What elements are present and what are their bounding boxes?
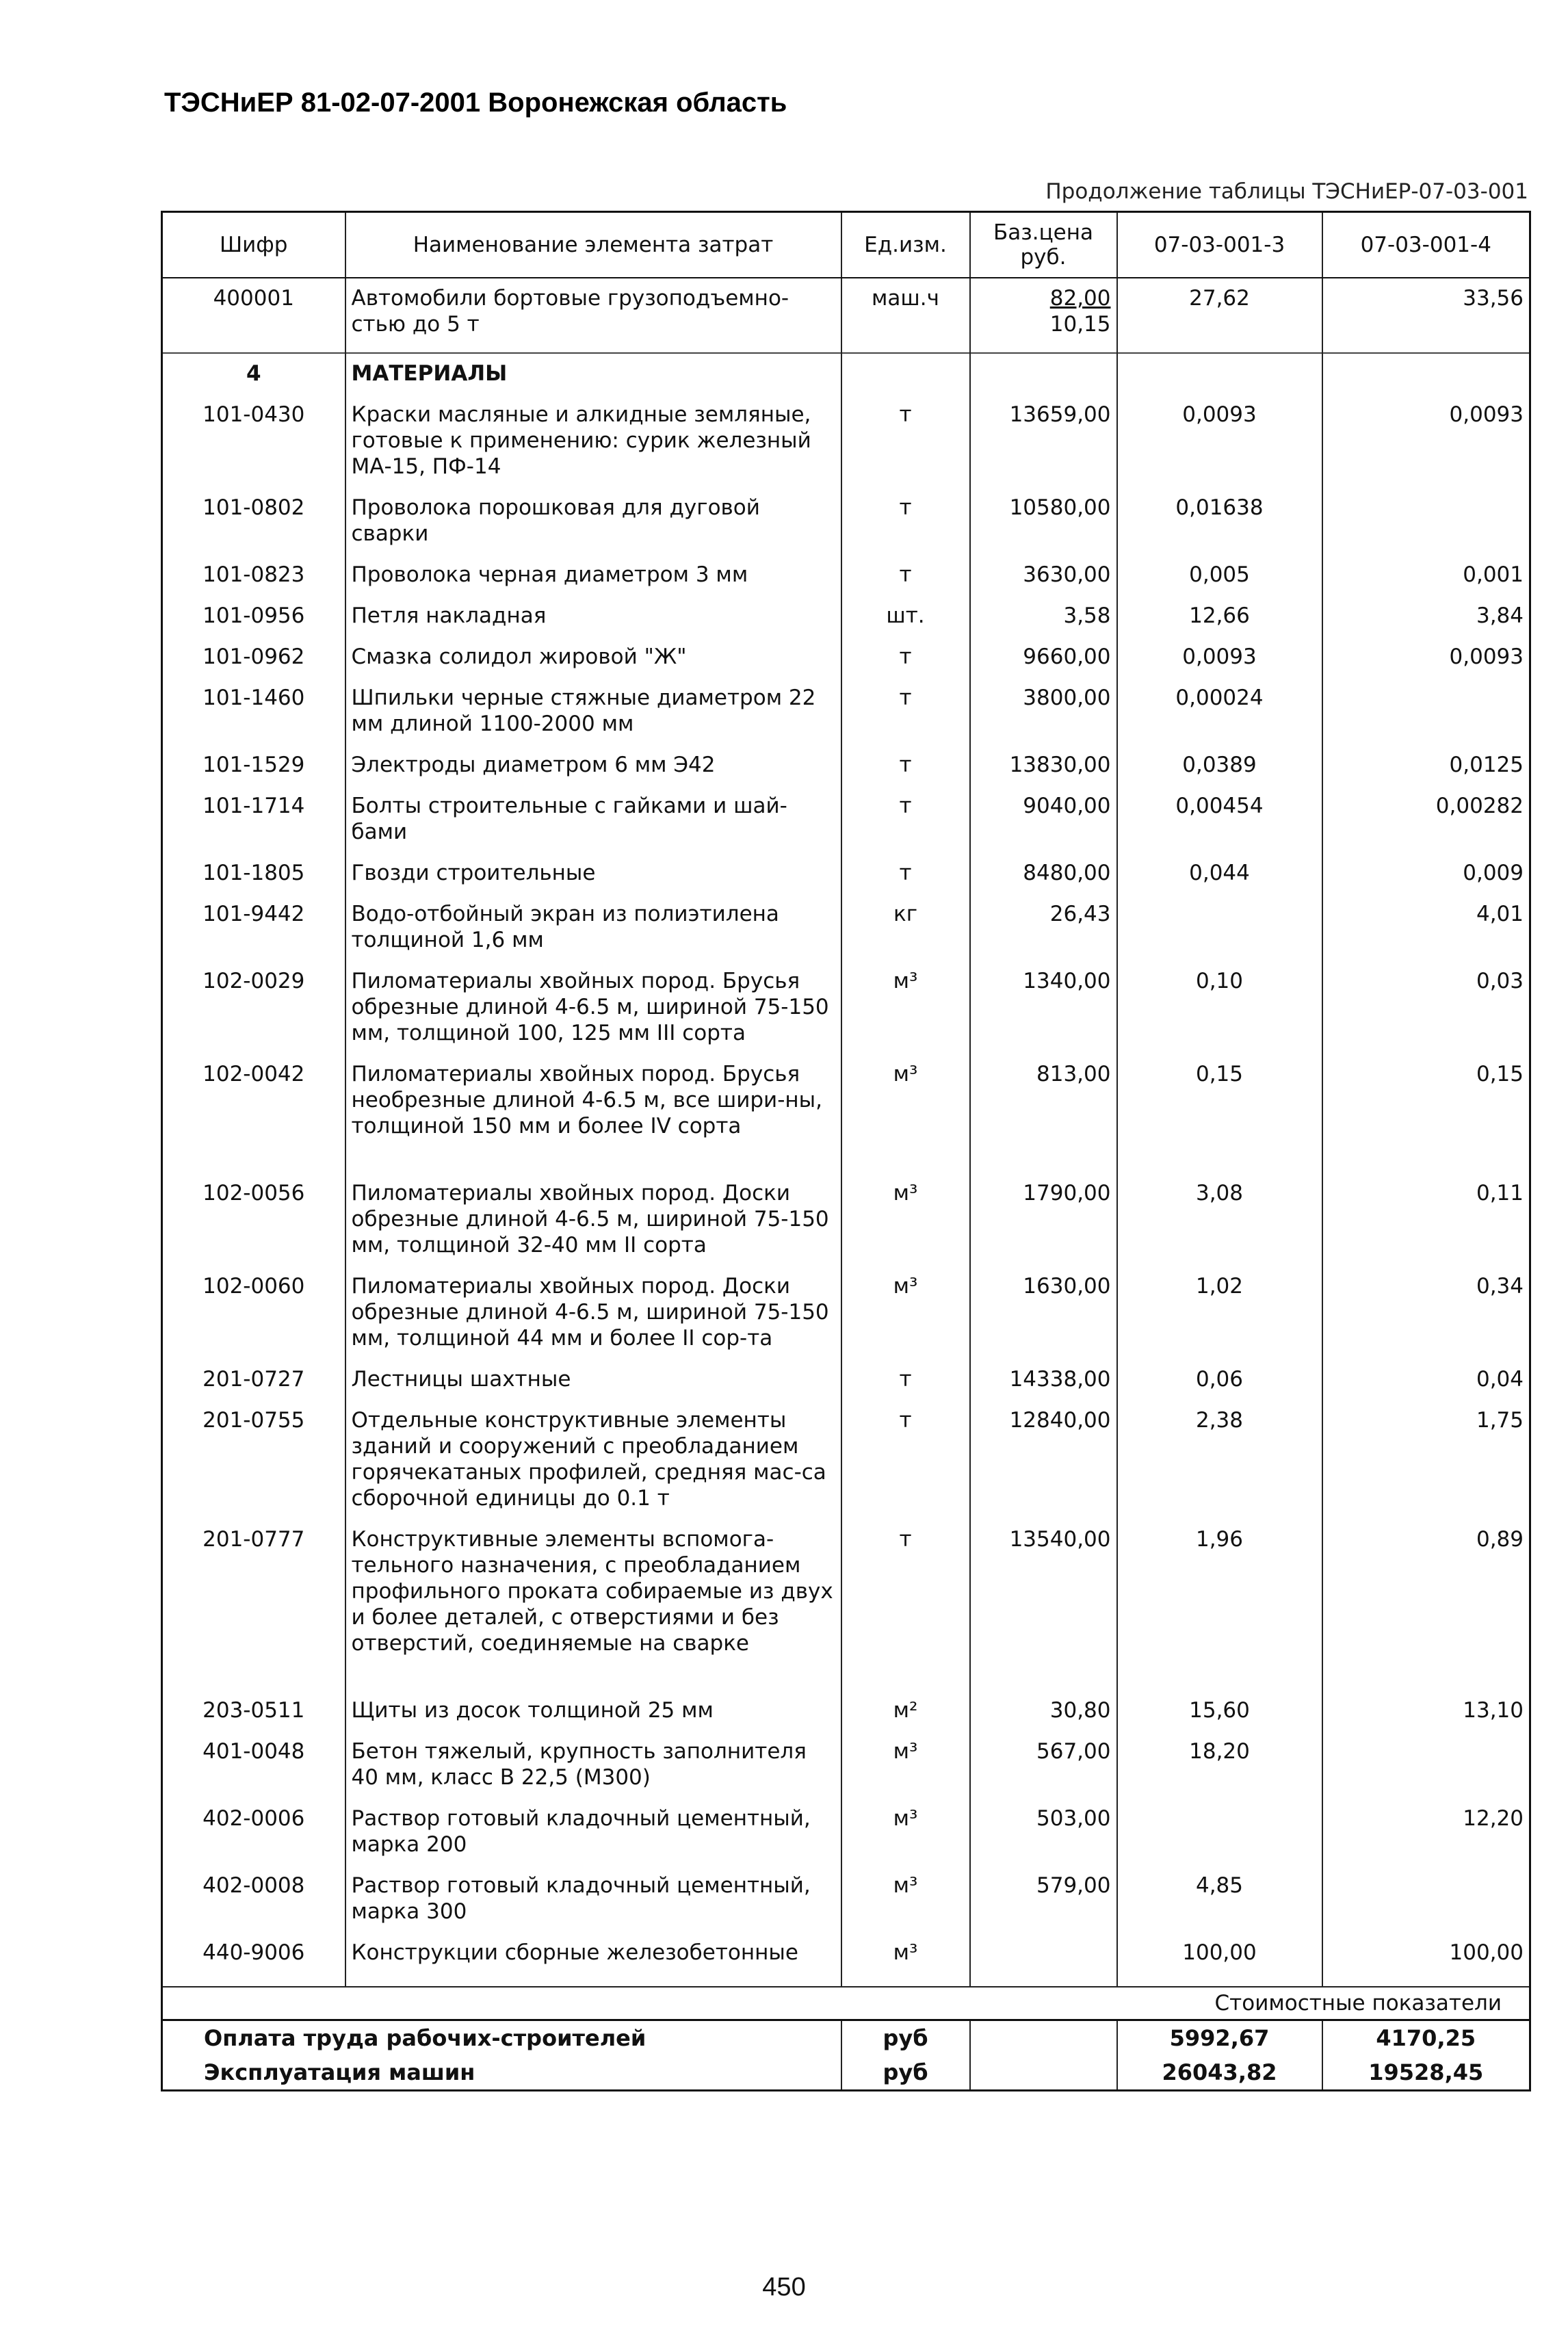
row-code: 101-0802 — [162, 488, 345, 555]
row-col4: 0,0093 — [1322, 395, 1530, 488]
row-code: 102-0042 — [162, 1054, 345, 1173]
row-col3 — [1117, 894, 1322, 961]
table-row — [162, 786, 1530, 853]
machine-name: Автомобили бортовые грузоподъемно-стью до 5 т — [345, 278, 841, 353]
row-name: Шпильки черные стяжные диаметром 22 мм длиной 1100-2000 мм — [345, 678, 841, 745]
row-price: 26,43 — [970, 894, 1117, 961]
row-unit: кг — [841, 894, 970, 961]
row-name: Водо-отбойный экран из полиэтилена толщиной 1,6 мм — [345, 894, 841, 961]
row-col4: 0,00282 — [1322, 786, 1530, 853]
row-code: 101-1805 — [162, 853, 345, 894]
row-name: Пиломатериалы хвойных пород. Доски обрезные длиной 4-6.5 м, шириной 75-150 мм, толщиной 44 мм и более II сор-та — [345, 1266, 841, 1359]
row-col3: 2,38 — [1117, 1400, 1322, 1520]
row-col4: 0,009 — [1322, 853, 1530, 894]
table-row — [162, 1359, 1530, 1400]
row-col3: 0,0093 — [1117, 395, 1322, 488]
table-row — [162, 961, 1530, 1054]
summary-col3: 26043,82 — [1117, 2055, 1322, 2091]
summary-col3: 5992,67 — [1117, 2020, 1322, 2056]
row-unit: м³ — [841, 1866, 970, 1933]
table-row — [162, 488, 1530, 555]
section-name: МАТЕРИАЛЫ — [345, 353, 841, 395]
row-code: 101-0823 — [162, 555, 345, 596]
row-col3: 0,0389 — [1117, 745, 1322, 786]
summary-unit: руб — [841, 2020, 970, 2056]
row-code: 201-0777 — [162, 1520, 345, 1691]
row-col4 — [1322, 1732, 1530, 1799]
row-col4: 0,34 — [1322, 1266, 1530, 1359]
row-unit: м³ — [841, 1266, 970, 1359]
cost-caption: Стоимостные показатели — [162, 1987, 1530, 2020]
machine-unit: маш.ч — [841, 278, 970, 353]
table-row — [162, 395, 1530, 488]
table-row — [162, 1520, 1530, 1691]
row-col4: 1,75 — [1322, 1400, 1530, 1520]
row-price: 3800,00 — [970, 678, 1117, 745]
row-price: 13540,00 — [970, 1520, 1117, 1691]
row-price: 567,00 — [970, 1732, 1117, 1799]
row-name: Болты строительные с гайками и шай-бами — [345, 786, 841, 853]
row-price: 579,00 — [970, 1866, 1117, 1933]
cost-caption-row — [162, 1987, 1530, 2020]
row-unit: т — [841, 786, 970, 853]
row-unit: м² — [841, 1691, 970, 1732]
summary-col4: 19528,45 — [1322, 2055, 1530, 2091]
summary-row — [162, 2020, 1530, 2056]
row-name: Пиломатериалы хвойных пород. Брусья необрезные длиной 4-6.5 м, все шири-ны, толщиной 150 мм и более IV сорта — [345, 1054, 841, 1173]
row-col4: 0,11 — [1322, 1173, 1530, 1266]
row-col4: 100,00 — [1322, 1933, 1530, 1974]
table-row — [162, 596, 1530, 637]
row-price: 503,00 — [970, 1799, 1117, 1866]
row-code: 101-0962 — [162, 637, 345, 678]
summary-col4: 4170,25 — [1322, 2020, 1530, 2056]
row-col4: 3,84 — [1322, 596, 1530, 637]
machine-row — [162, 278, 1530, 353]
row-col3: 0,005 — [1117, 555, 1322, 596]
table-row — [162, 894, 1530, 961]
row-col4: 13,10 — [1322, 1691, 1530, 1732]
row-price: 1630,00 — [970, 1266, 1117, 1359]
row-col3: 0,00024 — [1117, 678, 1322, 745]
row-code: 440-9006 — [162, 1933, 345, 1974]
row-price: 3630,00 — [970, 555, 1117, 596]
table-row — [162, 1173, 1530, 1266]
row-name: Пиломатериалы хвойных пород. Брусья обрезные длиной 4-6.5 м, шириной 75-150 мм, толщиной 100, 125 мм III сорта — [345, 961, 841, 1054]
row-price: 9040,00 — [970, 786, 1117, 853]
row-unit: т — [841, 1520, 970, 1691]
row-unit: т — [841, 1400, 970, 1520]
machine-code: 400001 — [162, 278, 345, 353]
row-name: Бетон тяжелый, крупность заполнителя 40 мм, класс В 22,5 (М300) — [345, 1732, 841, 1799]
row-unit: м³ — [841, 1933, 970, 1974]
row-col3 — [1117, 1799, 1322, 1866]
row-col4 — [1322, 488, 1530, 555]
row-unit: м³ — [841, 1054, 970, 1173]
table-row — [162, 1054, 1530, 1173]
row-price: 30,80 — [970, 1691, 1117, 1732]
row-col3: 0,06 — [1117, 1359, 1322, 1400]
table-row — [162, 1400, 1530, 1520]
row-code: 102-0056 — [162, 1173, 345, 1266]
row-code: 401-0048 — [162, 1732, 345, 1799]
row-code: 402-0008 — [162, 1866, 345, 1933]
row-unit: т — [841, 555, 970, 596]
page-number: 450 — [762, 2273, 806, 2302]
resource-table — [161, 211, 1531, 2091]
row-name: Конструктивные элементы вспомога-тельного назначения, с преобладанием профильного проката собираемые из двух и более деталей, с отверстиями и без отверстий, соединяемые на сварке — [345, 1520, 841, 1691]
row-code: 101-0430 — [162, 395, 345, 488]
summary-empty — [970, 2055, 1117, 2091]
table-row — [162, 1866, 1530, 1933]
row-col3: 0,0093 — [1117, 637, 1322, 678]
row-col4 — [1322, 1866, 1530, 1933]
row-name: Электроды диаметром 6 мм Э42 — [345, 745, 841, 786]
row-price: 3,58 — [970, 596, 1117, 637]
header-unit: Ед.изм. — [841, 212, 970, 278]
machine-price — [970, 278, 1117, 353]
row-name: Конструкции сборные железобетонные — [345, 1933, 841, 1974]
row-unit: м³ — [841, 1799, 970, 1866]
row-unit: м³ — [841, 1173, 970, 1266]
header-base-price: Баз.цена руб. — [970, 212, 1117, 278]
row-price: 12840,00 — [970, 1400, 1117, 1520]
row-code: 102-0029 — [162, 961, 345, 1054]
row-name: Проволока черная диаметром 3 мм — [345, 555, 841, 596]
spacer-row — [162, 1974, 1530, 1987]
row-name: Смазка солидол жировой "Ж" — [345, 637, 841, 678]
table-row — [162, 555, 1530, 596]
table-row — [162, 1732, 1530, 1799]
table-row — [162, 745, 1530, 786]
summary-label: Эксплуатация машин — [162, 2055, 841, 2091]
row-unit: т — [841, 1359, 970, 1400]
row-col3: 0,15 — [1117, 1054, 1322, 1173]
summary-row — [162, 2055, 1530, 2091]
table-row — [162, 853, 1530, 894]
row-code: 101-1714 — [162, 786, 345, 853]
row-price: 1790,00 — [970, 1173, 1117, 1266]
row-name: Лестницы шахтные — [345, 1359, 841, 1400]
row-col4: 0,89 — [1322, 1520, 1530, 1691]
row-price — [970, 1933, 1117, 1974]
table-header-row — [162, 212, 1530, 278]
row-col4: 0,0125 — [1322, 745, 1530, 786]
row-unit: т — [841, 637, 970, 678]
row-col3: 0,01638 — [1117, 488, 1322, 555]
row-col3: 1,02 — [1117, 1266, 1322, 1359]
row-col3: 12,66 — [1117, 596, 1322, 637]
row-price: 13830,00 — [970, 745, 1117, 786]
row-col3: 4,85 — [1117, 1866, 1322, 1933]
summary-label: Оплата труда рабочих-строителей — [162, 2020, 841, 2056]
summary-empty — [970, 2020, 1117, 2056]
row-unit: т — [841, 395, 970, 488]
row-col3: 0,10 — [1117, 961, 1322, 1054]
row-code: 101-1460 — [162, 678, 345, 745]
table-row — [162, 1933, 1530, 1974]
table-row — [162, 637, 1530, 678]
table-row — [162, 1266, 1530, 1359]
row-name: Проволока порошковая для дуговой сварки — [345, 488, 841, 555]
row-col3: 18,20 — [1117, 1732, 1322, 1799]
row-col4: 0,0093 — [1322, 637, 1530, 678]
row-col3: 100,00 — [1117, 1933, 1322, 1974]
row-name: Раствор готовый кладочный цементный, марка 300 — [345, 1866, 841, 1933]
row-code: 201-0755 — [162, 1400, 345, 1520]
table-row — [162, 1691, 1530, 1732]
row-unit: т — [841, 853, 970, 894]
document-title: ТЭСНиЕР 81-02-07-2001 Воронежская область — [164, 88, 787, 118]
row-code: 402-0006 — [162, 1799, 345, 1866]
row-price: 813,00 — [970, 1054, 1117, 1173]
machine-price-bottom: 10,15 — [1049, 312, 1111, 337]
row-unit: т — [841, 678, 970, 745]
row-code: 101-9442 — [162, 894, 345, 961]
row-code: 201-0727 — [162, 1359, 345, 1400]
table-row — [162, 1799, 1530, 1866]
header-col4: 07-03-001-4 — [1322, 212, 1530, 278]
row-price: 10580,00 — [970, 488, 1117, 555]
continuation-label: Продолжение таблицы ТЭСНиЕР-07-03-001 — [1045, 179, 1528, 204]
section-code: 4 — [162, 353, 345, 395]
row-price: 1340,00 — [970, 961, 1117, 1054]
row-name: Щиты из досок толщиной 25 мм — [345, 1691, 841, 1732]
row-code: 101-1529 — [162, 745, 345, 786]
row-col4 — [1322, 678, 1530, 745]
header-name: Наименование элемента затрат — [345, 212, 841, 278]
row-price: 8480,00 — [970, 853, 1117, 894]
row-name: Отдельные конструктивные элементы зданий и сооружений с преобладанием горячекатаных профилей, средняя мас-са сборочной единицы до 0.1 т — [345, 1400, 841, 1520]
row-col4: 4,01 — [1322, 894, 1530, 961]
machine-col3: 27,62 — [1117, 278, 1322, 353]
row-name: Раствор готовый кладочный цементный, марка 200 — [345, 1799, 841, 1866]
header-code: Шифр — [162, 212, 345, 278]
row-name: Краски масляные и алкидные земляные, готовые к применению: сурик железный МА-15, ПФ-14 — [345, 395, 841, 488]
row-col3: 0,00454 — [1117, 786, 1322, 853]
row-price: 14338,00 — [970, 1359, 1117, 1400]
row-col3: 0,044 — [1117, 853, 1322, 894]
row-col4: 0,15 — [1322, 1054, 1530, 1173]
row-price: 9660,00 — [970, 637, 1117, 678]
row-code: 102-0060 — [162, 1266, 345, 1359]
section-row — [162, 353, 1530, 395]
row-col4: 0,03 — [1322, 961, 1530, 1054]
machine-col4: 33,56 — [1322, 278, 1530, 353]
row-col4: 0,04 — [1322, 1359, 1530, 1400]
row-unit: шт. — [841, 596, 970, 637]
row-col4: 12,20 — [1322, 1799, 1530, 1866]
row-col3: 15,60 — [1117, 1691, 1322, 1732]
row-unit: т — [841, 745, 970, 786]
row-col3: 1,96 — [1117, 1520, 1322, 1691]
row-col4: 0,001 — [1322, 555, 1530, 596]
row-name: Гвозди строительные — [345, 853, 841, 894]
row-code: 203-0511 — [162, 1691, 345, 1732]
row-code: 101-0956 — [162, 596, 345, 637]
summary-unit: руб — [841, 2055, 970, 2091]
row-price: 13659,00 — [970, 395, 1117, 488]
row-col3: 3,08 — [1117, 1173, 1322, 1266]
table-row — [162, 678, 1530, 745]
row-unit: м³ — [841, 1732, 970, 1799]
row-name: Петля накладная — [345, 596, 841, 637]
row-unit: м³ — [841, 961, 970, 1054]
row-unit: т — [841, 488, 970, 555]
machine-price-top: 82,00 — [1049, 286, 1111, 311]
row-name: Пиломатериалы хвойных пород. Доски обрезные длиной 4-6.5 м, шириной 75-150 мм, толщиной 32-40 мм II сорта — [345, 1173, 841, 1266]
header-col3: 07-03-001-3 — [1117, 212, 1322, 278]
